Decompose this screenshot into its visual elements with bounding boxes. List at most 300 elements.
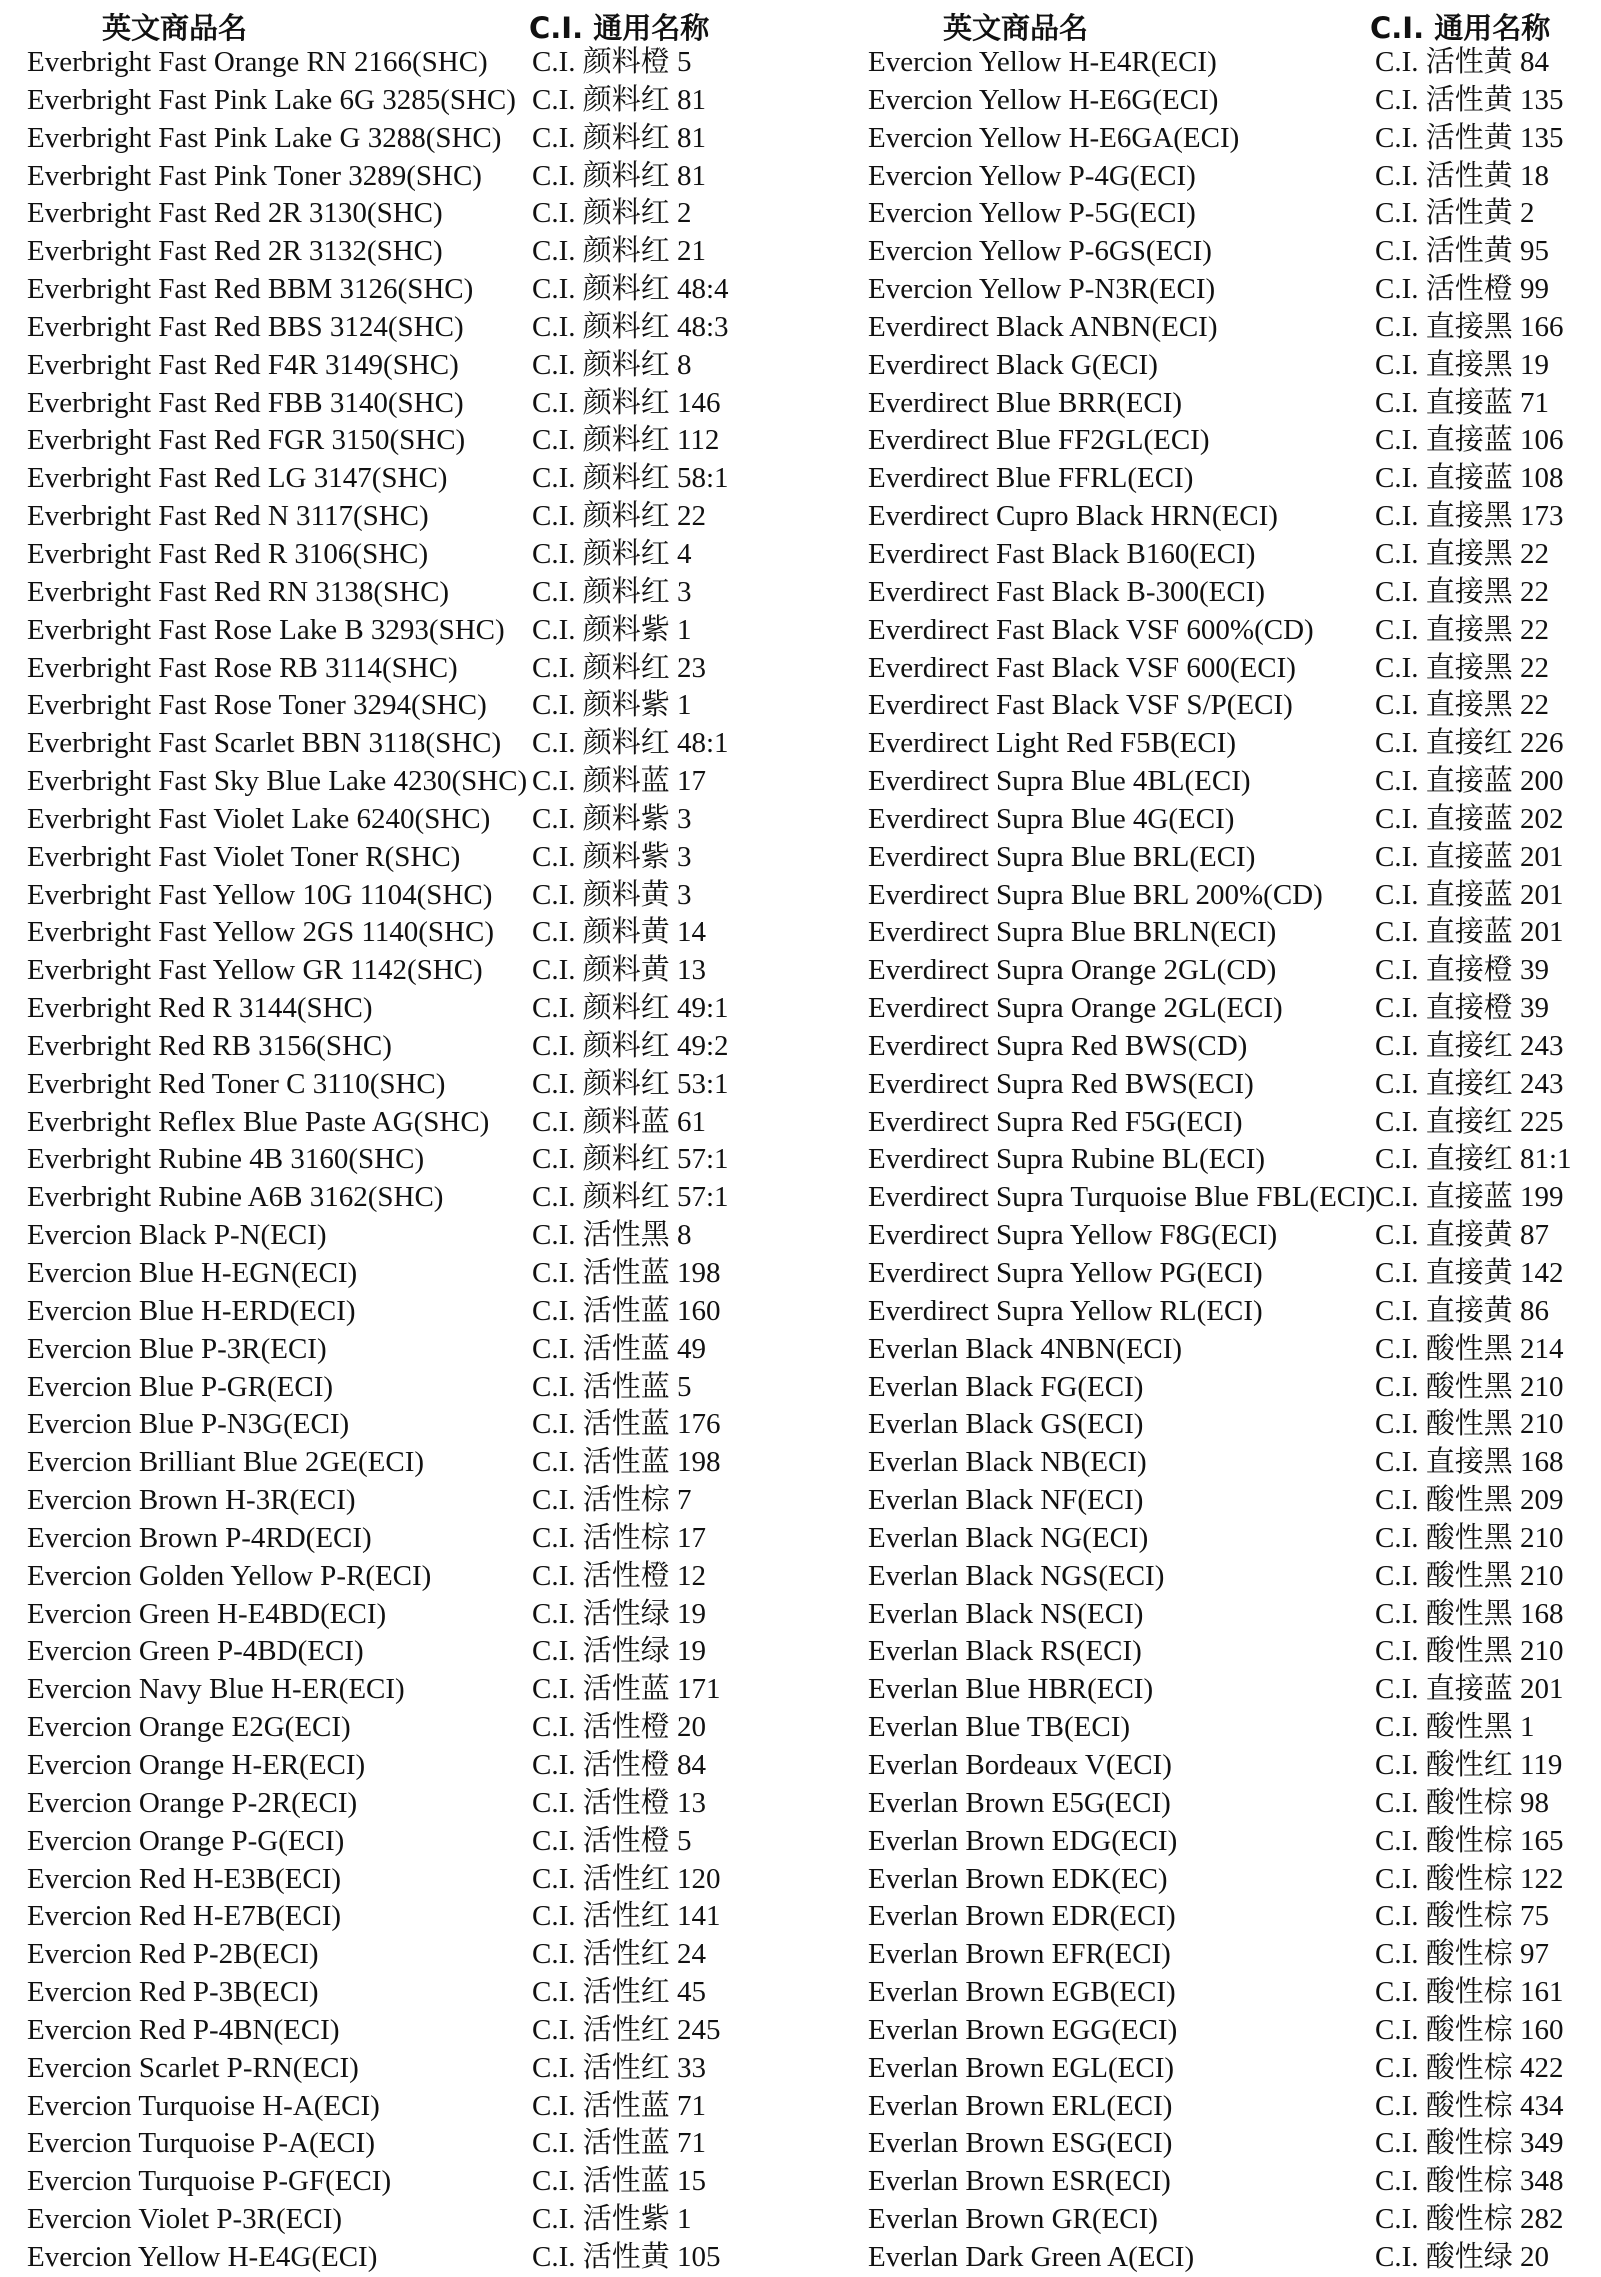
ci-name: C.I. 颜料红 81	[532, 83, 707, 116]
product-name: Everlan Blue TB(ECI)	[868, 1711, 1131, 1744]
product-name: Evercion Brilliant Blue 2GE(ECI)	[27, 1446, 425, 1479]
product-name: Evercion Yellow H-E4R(ECI)	[868, 46, 1217, 78]
ci-name: C.I. 活性橙 13	[532, 1786, 707, 1819]
list-item	[868, 1520, 1601, 1558]
ci-name: C.I. 直接黑 22	[1375, 613, 1550, 646]
list-item	[27, 1141, 817, 1179]
product-name: Everbright Fast Red RN 3138(SHC)	[27, 575, 450, 608]
ci-name: C.I. 酸性棕 98	[1375, 1786, 1550, 1819]
list-item	[27, 2163, 817, 2201]
ci-name: C.I. 直接黄 87	[1375, 1219, 1550, 1252]
product-name: Everdirect Supra Blue BRL(ECI)	[868, 840, 1256, 873]
product-name: Evercion Brown P-4RD(ECI)	[27, 1521, 372, 1554]
list-item	[868, 1974, 1601, 2012]
product-name: Everlan Brown EDR(ECI)	[868, 1900, 1176, 1933]
product-name: Everlan Blue HBR(ECI)	[868, 1673, 1154, 1706]
list-item	[868, 498, 1601, 536]
ci-name: C.I. 活性紫 1	[532, 2203, 692, 2236]
list-item	[27, 687, 817, 725]
ci-name: C.I. 直接蓝 201	[1375, 1673, 1564, 1706]
product-name: Evercion Yellow H-E6G(ECI)	[868, 83, 1219, 116]
list-item	[868, 44, 1601, 82]
list-item	[27, 763, 817, 801]
ci-name: C.I. 颜料蓝 17	[532, 765, 707, 798]
product-name: Everbright Fast Rose RB 3114(SHC)	[27, 651, 458, 684]
product-name: Evercion Blue P-N3G(ECI)	[27, 1408, 350, 1441]
ci-name: C.I. 活性蓝 71	[532, 2089, 707, 2122]
list-item	[868, 422, 1601, 460]
product-name: Everlan Brown EDG(ECI)	[868, 1824, 1178, 1857]
product-name: Everbright Red R 3144(SHC)	[27, 992, 373, 1025]
product-name: Everdirect Fast Black B-300(ECI)	[868, 575, 1266, 608]
list-item	[27, 1974, 817, 2012]
ci-name: C.I. 颜料红 21	[532, 235, 707, 268]
ci-name: C.I. 活性黄 135	[1375, 83, 1564, 116]
list-item	[27, 1028, 817, 1066]
list-item	[868, 1255, 1601, 1293]
ci-name: C.I. 直接蓝 106	[1375, 424, 1564, 457]
product-name: Everdirect Black ANBN(ECI)	[868, 310, 1218, 343]
ci-name: C.I. 活性橙 5	[532, 1824, 692, 1857]
ci-name: C.I. 颜料黄 14	[532, 916, 707, 949]
product-name: Everdirect Supra Blue BRLN(ECI)	[868, 916, 1277, 949]
product-name: Everbright Fast Pink Lake G 3288(SHC)	[27, 121, 502, 154]
ci-name: C.I. 酸性黑 210	[1375, 1370, 1564, 1403]
product-name: Evercion Scarlet P-RN(ECI)	[27, 2051, 359, 2084]
left-list	[27, 44, 817, 2277]
product-name: Evercion Orange E2G(ECI)	[27, 1711, 351, 1744]
product-name: Evercion Red P-2B(ECI)	[27, 1938, 319, 1971]
list-item	[27, 422, 817, 460]
ci-name: C.I. 活性黄 84	[1375, 46, 1550, 78]
ci-name: C.I. 颜料红 49:1	[532, 992, 729, 1025]
list-item	[868, 1369, 1601, 1407]
ci-name: C.I. 活性红 33	[532, 2051, 707, 2084]
header-ci-name: C.I. 通用名称	[1370, 11, 1551, 45]
list-item	[27, 650, 817, 688]
product-name: Everdirect Light Red F5B(ECI)	[868, 727, 1237, 760]
list-item	[27, 1520, 817, 1558]
product-name: Everlan Brown EFR(ECI)	[868, 1938, 1171, 1971]
ci-name: C.I. 颜料红 3	[532, 575, 692, 608]
product-name: Everbright Fast Red FGR 3150(SHC)	[27, 424, 466, 457]
product-name: Evercion Red H-E7B(ECI)	[27, 1900, 342, 1933]
list-item	[868, 1406, 1601, 1444]
ci-name: C.I. 颜料黄 13	[532, 954, 707, 987]
ci-name: C.I. 活性黄 135	[1375, 121, 1564, 154]
ci-name: C.I. 颜料红 22	[532, 500, 707, 533]
ci-name: C.I. 直接蓝 199	[1375, 1181, 1564, 1214]
product-name: Everbright Fast Yellow 2GS 1140(SHC)	[27, 916, 494, 949]
product-name: Everbright Fast Red FBB 3140(SHC)	[27, 386, 464, 419]
product-name: Everbright Fast Scarlet BBN 3118(SHC)	[27, 727, 502, 760]
product-name: Everlan Brown EGL(ECI)	[868, 2051, 1175, 2084]
list-item	[868, 725, 1601, 763]
ci-name: C.I. 颜料红 49:2	[532, 1029, 729, 1062]
list-item	[27, 1558, 817, 1596]
list-item	[868, 1179, 1601, 1217]
ci-name: C.I. 颜料红 48:1	[532, 727, 729, 760]
product-name: Everbright Rubine 4B 3160(SHC)	[27, 1143, 425, 1176]
list-item	[27, 839, 817, 877]
ci-name: C.I. 活性红 245	[532, 2013, 721, 2046]
product-name: Everlan Bordeaux V(ECI)	[868, 1748, 1172, 1781]
ci-name: C.I. 直接红 81:1	[1375, 1143, 1572, 1176]
ci-name: C.I. 颜料红 57:1	[532, 1143, 729, 1176]
product-name: Evercion Yellow P-4G(ECI)	[868, 159, 1196, 192]
product-name: Everdirect Supra Orange 2GL(CD)	[868, 954, 1277, 987]
product-name: Evercion Yellow P-5G(ECI)	[868, 197, 1196, 230]
ci-name: C.I. 酸性棕 165	[1375, 1824, 1564, 1857]
list-item	[868, 1747, 1601, 1785]
ci-name: C.I. 颜料红 57:1	[532, 1181, 729, 1214]
ci-name: C.I. 活性蓝 71	[532, 2127, 707, 2160]
list-item	[27, 2088, 817, 2126]
ci-name: C.I. 活性红 45	[532, 1976, 707, 2009]
ci-name: C.I. 活性橙 84	[532, 1748, 707, 1781]
list-item	[868, 536, 1601, 574]
list-item	[868, 1936, 1601, 1974]
product-name: Everbright Fast Violet Lake 6240(SHC)	[27, 802, 491, 835]
list-item	[27, 877, 817, 915]
ci-name: C.I. 活性黄 95	[1375, 235, 1550, 268]
product-name: Evercion Orange H-ER(ECI)	[27, 1748, 366, 1781]
product-name: Everdirect Fast Black B160(ECI)	[868, 537, 1256, 570]
list-item	[868, 952, 1601, 990]
product-name: Everdirect Fast Black VSF 600%(CD)	[868, 613, 1314, 646]
ci-name: C.I. 直接黑 22	[1375, 689, 1550, 722]
list-item	[868, 309, 1601, 347]
ci-name: C.I. 颜料紫 3	[532, 802, 692, 835]
list-item	[27, 1066, 817, 1104]
ci-name: C.I. 直接黑 168	[1375, 1446, 1564, 1479]
product-name: Everdirect Supra Orange 2GL(ECI)	[868, 992, 1283, 1025]
product-name: Everbright Fast Yellow GR 1142(SHC)	[27, 954, 483, 987]
list-item	[27, 952, 817, 990]
list-item	[27, 195, 817, 233]
product-name: Everdirect Supra Red BWS(CD)	[868, 1029, 1248, 1062]
list-item	[27, 1671, 817, 1709]
ci-name: C.I. 直接蓝 201	[1375, 878, 1564, 911]
ci-name: C.I. 颜料紫 1	[532, 613, 692, 646]
list-item	[27, 1898, 817, 1936]
ci-name: C.I. 活性蓝 49	[532, 1332, 707, 1365]
ci-name: C.I. 颜料红 48:4	[532, 273, 729, 306]
list-item	[27, 2050, 817, 2088]
ci-name: C.I. 直接黄 142	[1375, 1257, 1564, 1289]
ci-name: C.I. 活性橙 20	[532, 1711, 707, 1744]
ci-name: C.I. 活性蓝 171	[532, 1673, 721, 1706]
list-item	[868, 158, 1601, 196]
ci-name: C.I. 直接黑 22	[1375, 575, 1550, 608]
ci-name: C.I. 直接黑 22	[1375, 651, 1550, 684]
list-item	[868, 990, 1601, 1028]
ci-name: C.I. 颜料红 81	[532, 121, 707, 154]
list-item	[27, 233, 817, 271]
product-name: Everbright Fast Sky Blue Lake 4230(SHC)	[27, 765, 528, 798]
product-name: Evercion Red P-3B(ECI)	[27, 1976, 319, 2009]
list-item	[27, 1444, 817, 1482]
product-name: Everlan Brown ESR(ECI)	[868, 2165, 1171, 2198]
product-name: Everdirect Blue FF2GL(ECI)	[868, 424, 1210, 457]
list-item	[27, 1785, 817, 1823]
ci-name: C.I. 酸性黑 209	[1375, 1484, 1564, 1517]
product-name: Everlan Black NF(ECI)	[868, 1484, 1144, 1517]
ci-name: C.I. 活性红 141	[532, 1900, 721, 1933]
ci-name: C.I. 颜料红 112	[532, 424, 720, 457]
list-item	[868, 839, 1601, 877]
ci-name: C.I. 活性蓝 160	[532, 1294, 721, 1327]
ci-name: C.I. 活性棕 7	[532, 1484, 692, 1517]
list-item	[27, 120, 817, 158]
ci-name: C.I. 直接黑 166	[1375, 310, 1564, 343]
list-item	[868, 763, 1601, 801]
ci-name: C.I. 颜料红 146	[532, 386, 721, 419]
product-name: Everdirect Supra Turquoise Blue FBL(ECI)	[868, 1181, 1376, 1214]
list-item	[27, 990, 817, 1028]
ci-name: C.I. 酸性棕 97	[1375, 1938, 1550, 1971]
ci-name: C.I. 颜料红 4	[532, 537, 692, 570]
list-item	[868, 271, 1601, 309]
ci-name: C.I. 酸性棕 434	[1375, 2089, 1564, 2122]
product-name: Everbright Fast Pink Lake 6G 3285(SHC)	[27, 83, 516, 116]
ci-name: C.I. 酸性黑 214	[1375, 1332, 1564, 1365]
product-name: Evercion Yellow P-6GS(ECI)	[868, 235, 1212, 268]
product-name: Everbright Fast Red 2R 3132(SHC)	[27, 235, 443, 268]
ci-name: C.I. 颜料紫 1	[532, 689, 692, 722]
ci-name: C.I. 直接蓝 71	[1375, 386, 1550, 419]
ci-name: C.I. 颜料蓝 61	[532, 1105, 707, 1138]
product-name: Everbright Fast Rose Lake B 3293(SHC)	[27, 613, 505, 646]
list-item	[868, 1141, 1601, 1179]
list-item	[868, 1066, 1601, 1104]
product-name: Evercion Brown H-3R(ECI)	[27, 1484, 356, 1517]
list-item	[868, 120, 1601, 158]
list-item	[27, 536, 817, 574]
list-item	[27, 1596, 817, 1634]
ci-name: C.I. 直接红 226	[1375, 727, 1564, 760]
list-item	[868, 1898, 1601, 1936]
product-name: Everbright Red Toner C 3110(SHC)	[27, 1067, 446, 1100]
list-item	[27, 725, 817, 763]
ci-name: C.I. 酸性棕 161	[1375, 1976, 1564, 2009]
ci-name: C.I. 酸性黑 210	[1375, 1521, 1564, 1554]
list-item	[27, 1293, 817, 1331]
product-name: Everbright Fast Red F4R 3149(SHC)	[27, 348, 459, 381]
product-name: Everdirect Cupro Black HRN(ECI)	[868, 500, 1278, 533]
product-name: Everlan Brown ESG(ECI)	[868, 2127, 1173, 2160]
product-name: Everdirect Supra Red BWS(ECI)	[868, 1067, 1254, 1100]
list-item	[27, 1936, 817, 1974]
header-product-name: 英文商品名	[943, 11, 1089, 45]
product-name: Everbright Fast Rose Toner 3294(SHC)	[27, 689, 487, 722]
product-name: Everlan Dark Green A(ECI)	[868, 2240, 1195, 2273]
list-item	[868, 1104, 1601, 1142]
list-item	[868, 1671, 1601, 1709]
list-item	[868, 574, 1601, 612]
product-name: Everlan Brown E5G(ECI)	[868, 1786, 1171, 1819]
right-column-header	[868, 0, 1601, 44]
right-list	[868, 44, 1601, 2277]
product-name: Evercion Golden Yellow P-R(ECI)	[27, 1559, 432, 1592]
list-item	[27, 460, 817, 498]
list-item	[27, 271, 817, 309]
product-name: Everbright Fast Yellow 10G 1104(SHC)	[27, 878, 493, 911]
ci-name: C.I. 直接蓝 201	[1375, 840, 1564, 873]
product-name: Everlan Black FG(ECI)	[868, 1370, 1144, 1403]
ci-name: C.I. 活性红 120	[532, 1862, 721, 1895]
list-item	[868, 347, 1601, 385]
ci-name: C.I. 活性橙 12	[532, 1559, 707, 1592]
product-name: Everdirect Black G(ECI)	[868, 348, 1158, 381]
ci-name: C.I. 活性蓝 5	[532, 1370, 692, 1403]
ci-name: C.I. 直接蓝 200	[1375, 765, 1564, 798]
product-name: Everlan Brown ERL(ECI)	[868, 2089, 1173, 2122]
product-name: Evercion Black P-N(ECI)	[27, 1219, 327, 1252]
list-item	[868, 460, 1601, 498]
product-name: Everdirect Supra Blue 4G(ECI)	[868, 802, 1235, 835]
list-item	[868, 1709, 1601, 1747]
list-item	[868, 2125, 1601, 2163]
ci-name: C.I. 活性橙 99	[1375, 273, 1550, 306]
list-item	[868, 1861, 1601, 1899]
ci-name: C.I. 直接黄 86	[1375, 1294, 1550, 1327]
list-item	[27, 1482, 817, 1520]
right-column	[868, 0, 1601, 2277]
product-name: Everbright Fast Red LG 3147(SHC)	[27, 462, 448, 495]
list-item	[27, 1255, 817, 1293]
product-name: Evercion Yellow H-E6GA(ECI)	[868, 121, 1240, 154]
ci-name: C.I. 活性棕 17	[532, 1521, 707, 1554]
ci-name: C.I. 酸性黑 1	[1375, 1711, 1535, 1744]
product-name: Evercion Violet P-3R(ECI)	[27, 2203, 343, 2236]
product-name: Everlan Black NG(ECI)	[868, 1521, 1149, 1554]
product-name: Evercion Blue H-EGN(ECI)	[27, 1257, 358, 1289]
ci-name: C.I. 直接红 243	[1375, 1029, 1564, 1062]
list-item	[27, 2012, 817, 2050]
ci-name: C.I. 颜料红 23	[532, 651, 707, 684]
ci-name: C.I. 活性蓝 176	[532, 1408, 721, 1441]
list-item	[27, 2125, 817, 2163]
ci-name: C.I. 活性蓝 198	[532, 1446, 721, 1479]
list-item	[27, 1406, 817, 1444]
ci-name: C.I. 颜料红 81	[532, 159, 707, 192]
ci-name: C.I. 酸性红 119	[1375, 1748, 1563, 1781]
product-name: Everlan Black GS(ECI)	[868, 1408, 1144, 1441]
product-name: Everdirect Supra Blue BRL 200%(CD)	[868, 878, 1323, 911]
list-item	[27, 1747, 817, 1785]
product-name: Evercion Yellow P-N3R(ECI)	[868, 273, 1216, 306]
list-item	[868, 1293, 1601, 1331]
ci-name: C.I. 直接蓝 202	[1375, 802, 1564, 835]
product-name: Evercion Orange P-2R(ECI)	[27, 1786, 358, 1819]
product-name: Everdirect Supra Yellow RL(ECI)	[868, 1294, 1263, 1327]
product-name: Everbright Fast Red BBS 3124(SHC)	[27, 310, 464, 343]
list-item	[868, 2088, 1601, 2126]
list-item	[868, 650, 1601, 688]
product-name: Evercion Navy Blue H-ER(ECI)	[27, 1673, 405, 1706]
header-ci-name: C.I. 通用名称	[529, 11, 710, 45]
product-name: Everbright Fast Red BBM 3126(SHC)	[27, 273, 474, 306]
list-item	[27, 385, 817, 423]
product-name: Everbright Fast Red R 3106(SHC)	[27, 537, 429, 570]
list-item	[27, 1861, 817, 1899]
product-name: Everdirect Blue FFRL(ECI)	[868, 462, 1194, 495]
list-item	[868, 612, 1601, 650]
list-item	[27, 347, 817, 385]
ci-name: C.I. 颜料黄 3	[532, 878, 692, 911]
ci-name: C.I. 酸性棕 75	[1375, 1900, 1550, 1933]
ci-name: C.I. 颜料红 53:1	[532, 1067, 729, 1100]
product-name: Evercion Turquoise P-GF(ECI)	[27, 2165, 392, 2198]
left-column-header	[27, 0, 817, 44]
list-item	[868, 1028, 1601, 1066]
product-name: Evercion Blue P-GR(ECI)	[27, 1370, 334, 1403]
product-name: Everbright Fast Violet Toner R(SHC)	[27, 840, 461, 873]
list-item	[27, 801, 817, 839]
product-name: Evercion Red H-E3B(ECI)	[27, 1862, 342, 1895]
ci-name: C.I. 活性黄 2	[1375, 197, 1535, 230]
ci-name: C.I. 活性红 24	[532, 1938, 707, 1971]
ci-name: C.I. 颜料红 8	[532, 348, 692, 381]
list-item	[27, 498, 817, 536]
product-name: Everdirect Supra Yellow F8G(ECI)	[868, 1219, 1278, 1252]
list-item	[27, 1369, 817, 1407]
list-item	[27, 158, 817, 196]
list-item	[868, 233, 1601, 271]
list-item	[868, 801, 1601, 839]
ci-name: C.I. 活性黄 18	[1375, 159, 1550, 192]
product-name: Everdirect Supra Yellow PG(ECI)	[868, 1257, 1263, 1289]
ci-name: C.I. 直接橙 39	[1375, 954, 1550, 987]
ci-name: C.I. 颜料红 2	[532, 197, 692, 230]
ci-name: C.I. 酸性黑 168	[1375, 1597, 1564, 1630]
ci-name: C.I. 直接黑 19	[1375, 348, 1550, 381]
list-item	[27, 1709, 817, 1747]
list-item	[868, 1444, 1601, 1482]
ci-name: C.I. 活性蓝 198	[532, 1257, 721, 1289]
ci-name: C.I. 活性绿 19	[532, 1635, 707, 1668]
product-name: Everlan Brown EGB(ECI)	[868, 1976, 1176, 2009]
product-name: Everdirect Supra Red F5G(ECI)	[868, 1105, 1243, 1138]
list-item	[27, 1104, 817, 1142]
ci-name: C.I. 酸性棕 422	[1375, 2051, 1564, 2084]
list-item	[868, 1596, 1601, 1634]
ci-name: C.I. 颜料紫 3	[532, 840, 692, 873]
list-item	[868, 195, 1601, 233]
product-name: Everlan Brown EGG(ECI)	[868, 2013, 1178, 2046]
product-name: Everlan Black 4NBN(ECI)	[868, 1332, 1183, 1365]
product-name: Everdirect Fast Black VSF 600(ECI)	[868, 651, 1296, 684]
product-name: Everdirect Supra Blue 4BL(ECI)	[868, 765, 1251, 798]
list-item	[868, 687, 1601, 725]
product-name: Evercion Orange P-G(ECI)	[27, 1824, 345, 1857]
product-name: Evercion Turquoise H-A(ECI)	[27, 2089, 380, 2122]
list-item	[27, 309, 817, 347]
list-item	[27, 1217, 817, 1255]
list-item	[868, 1785, 1601, 1823]
list-item	[868, 1558, 1601, 1596]
product-name: Everdirect Blue BRR(ECI)	[868, 386, 1183, 419]
product-name: Everlan Brown EDK(EC)	[868, 1862, 1168, 1895]
ci-name: C.I. 酸性绿 20	[1375, 2240, 1550, 2273]
list-item	[868, 1633, 1601, 1671]
product-name: Everbright Reflex Blue Paste AG(SHC)	[27, 1105, 490, 1138]
product-name: Everbright Red RB 3156(SHC)	[27, 1029, 392, 1062]
list-item	[868, 1331, 1601, 1369]
list-item	[868, 2050, 1601, 2088]
ci-name: C.I. 酸性棕 282	[1375, 2203, 1564, 2236]
